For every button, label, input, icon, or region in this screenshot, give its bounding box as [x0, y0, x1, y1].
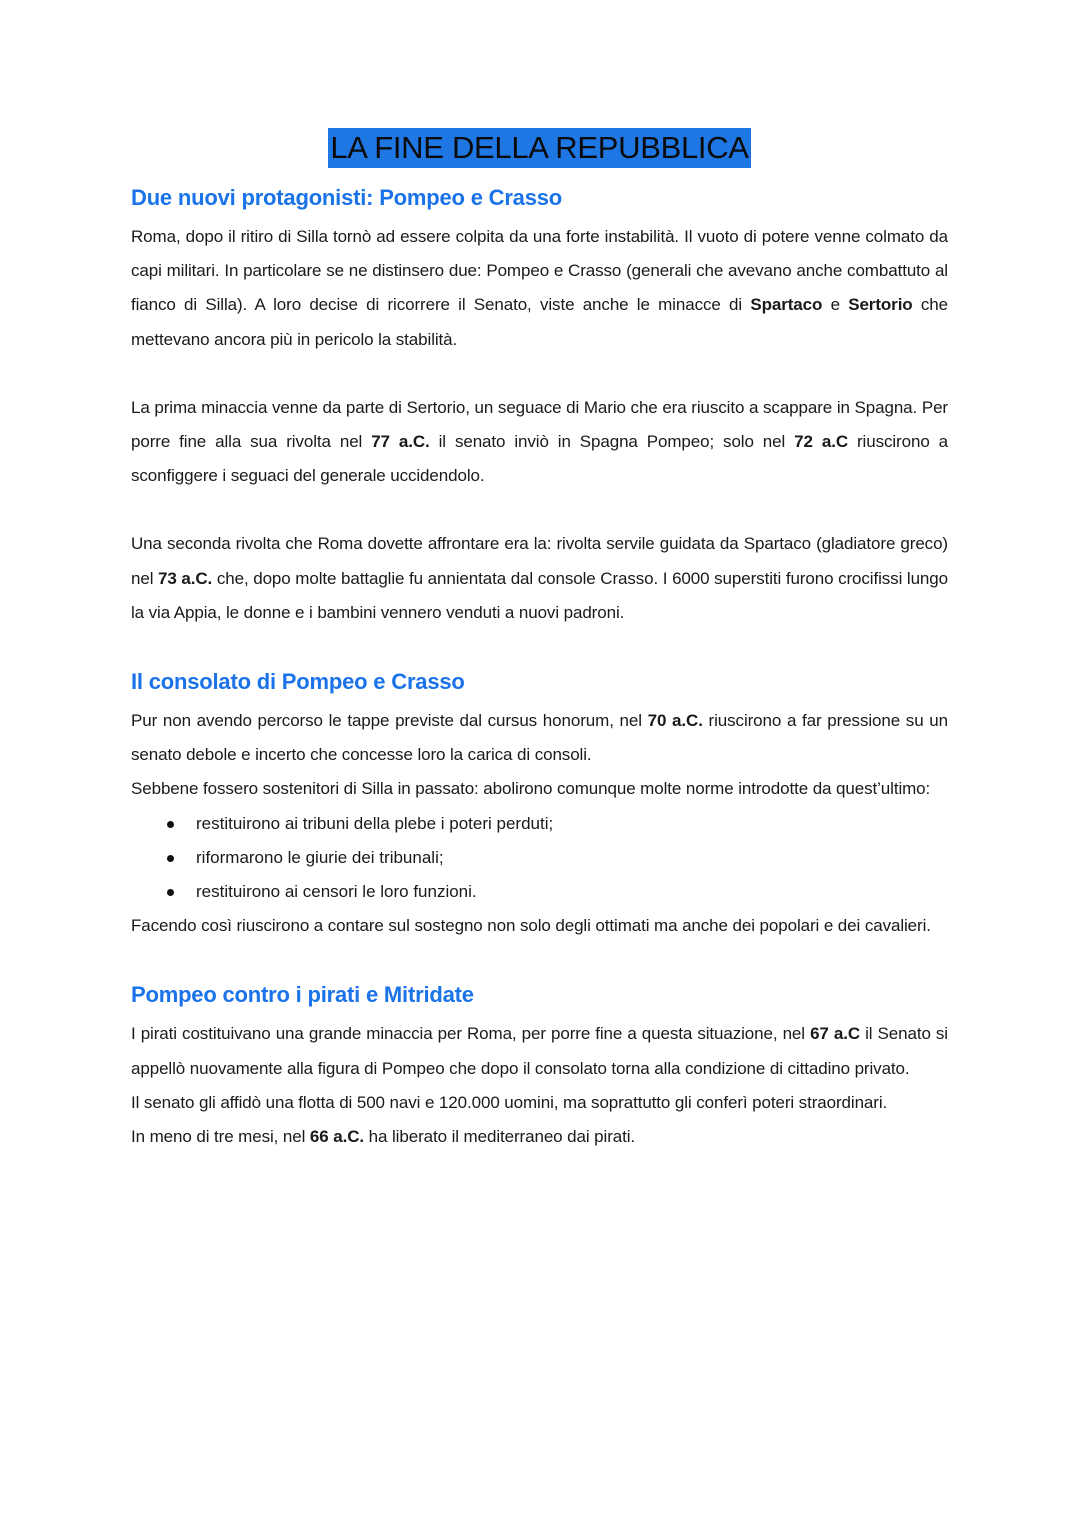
section-heading: Due nuovi protagonisti: Pompeo e Crasso	[131, 185, 563, 210]
text-run: I pirati costituivano una grande minaccia per Roma, per porre fine a questa situazione, nel	[131, 1024, 811, 1044]
text-run: riuscirono a far pressione su un senato debole e incerto che concesse loro la carica di consoli.	[131, 711, 948, 765]
paragraph	[131, 391, 948, 494]
bullet-icon	[167, 821, 174, 828]
paragraph	[131, 220, 948, 357]
text-run: che, dopo molte battaglie fu annientata dal console Crasso. I 6000 superstiti furono crocifissi lungo la via Appia, le donne e i bambini vennero venduti a nuovi padroni.	[131, 568, 948, 622]
list-item-text: restituirono ai censori le loro funzioni.	[196, 882, 477, 902]
spacer	[131, 943, 948, 979]
list-item-text: riformarono le giurie dei tribunali;	[196, 847, 444, 867]
bold-text: Spartaco	[750, 295, 823, 315]
bullet-icon	[167, 855, 174, 862]
spacer	[131, 493, 948, 527]
spacer	[131, 357, 948, 391]
section-pirati	[131, 979, 948, 1154]
list-item	[131, 875, 948, 909]
text-run: Roma, dopo il ritiro di Silla tornò ad essere colpita da una forte instabilità. Il vuoto di potere venne colmato da capi militari. In particolare se ne distinsero due: Pompeo e Crasso (generali che avevano anche combattuto al fianco di Silla). A loro decise di ricorrere il Senato, viste anche le minacce di	[131, 227, 948, 315]
paragraph	[131, 1120, 948, 1154]
paragraph: Sebbene fossero sostenitori di Silla in passato: abolirono comunque molte norme introdotte da quest’ultimo:	[131, 779, 931, 799]
paragraph: Facendo così riuscirono a contare sul sostegno non solo degli ottimati ma anche dei popolari e dei cavalieri.	[131, 916, 931, 936]
paragraph: Il senato gli affidò una flotta di 500 navi e 120.000 uomini, ma soprattutto gli conferì poteri straordinari.	[131, 1092, 888, 1112]
section-consolato	[131, 666, 948, 943]
list-item-text: restituirono ai tribuni della plebe i poteri perduti;	[196, 813, 554, 833]
text-run: il Senato si appellò nuovamente alla figura di Pompeo che dopo il consolato torna alla condizione di cittadino privato.	[131, 1024, 948, 1078]
text-run: Una seconda rivolta che Roma dovette affrontare era la: rivolta servile guidata da Spartaco (gladiatore greco) nel	[131, 534, 948, 588]
text-run: In meno di tre mesi, nel	[131, 1127, 310, 1147]
text-run: il senato inviò in Spagna Pompeo; solo nel	[429, 432, 795, 452]
section-heading: Il consolato di Pompeo e Crasso	[131, 669, 465, 695]
paragraph	[131, 1017, 948, 1085]
bold-text: 73 a.C.	[158, 568, 213, 588]
text-run: e	[822, 295, 849, 315]
section-protagonisti	[131, 182, 948, 630]
document-page	[131, 128, 948, 1154]
bold-text: Sertorio	[848, 295, 913, 315]
bold-text: 77 a.C.	[371, 432, 430, 452]
bullet-icon	[167, 889, 174, 896]
list-item	[131, 807, 948, 841]
section-heading: Pompeo contro i pirati e Mitridate	[131, 982, 474, 1008]
paragraph	[131, 527, 948, 630]
bold-text: 72 a.C	[794, 432, 849, 452]
bold-text: 67 a.C	[810, 1024, 861, 1044]
document-title: LA FINE DELLA REPUBBLICA	[328, 128, 750, 168]
text-run: ha liberato il mediterraneo dai pirati.	[364, 1127, 636, 1147]
bullet-list	[131, 807, 948, 910]
bold-text: 66 a.C.	[309, 1127, 365, 1147]
bold-text: 70 a.C.	[647, 711, 703, 731]
spacer	[131, 630, 948, 666]
paragraph	[131, 704, 948, 772]
text-run: Pur non avendo percorso le tappe previste dal cursus honorum, nel	[131, 711, 648, 731]
text-run: riuscirono a sconfiggere i seguaci del generale uccidendolo.	[131, 432, 948, 486]
list-item	[131, 841, 948, 875]
text-run: che mettevano ancora più in pericolo la stabilità.	[131, 295, 949, 349]
title-wrap	[131, 128, 948, 168]
text-run: La prima minaccia venne da parte di Sertorio, un seguace di Mario che era riuscito a scappare in Spagna. Per porre fine alla sua rivolta nel	[131, 397, 948, 452]
